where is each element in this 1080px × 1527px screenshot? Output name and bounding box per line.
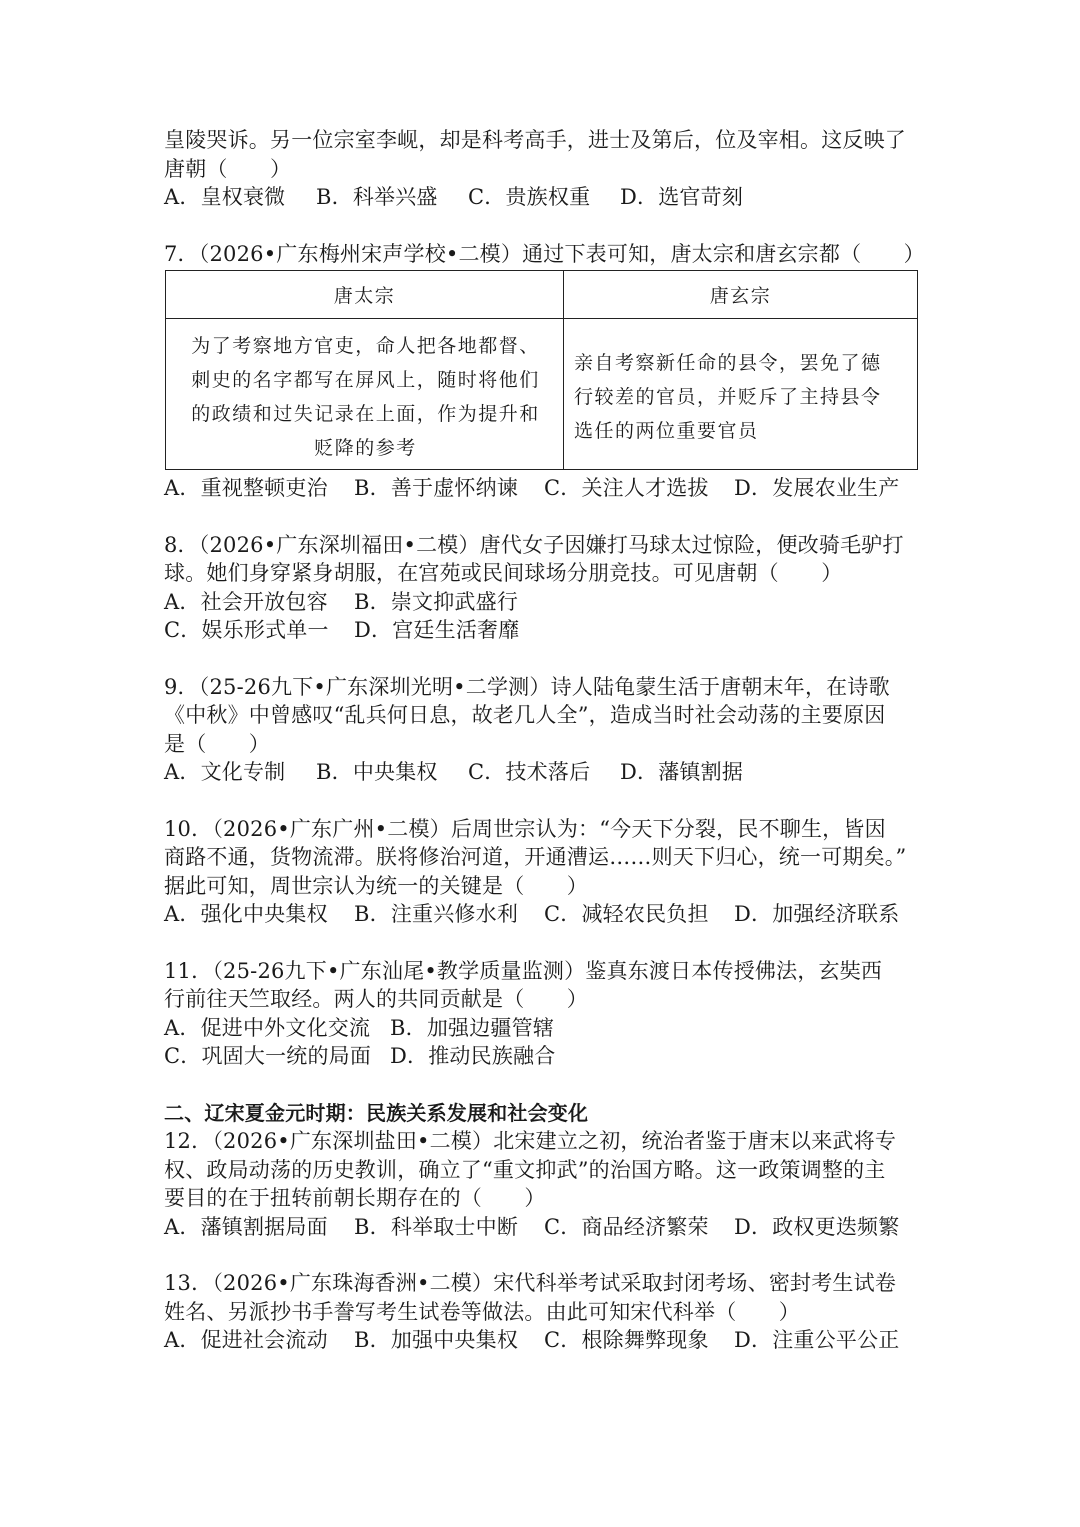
answer-options [164,1014,920,1043]
answer-options [164,588,920,617]
question-9 [164,673,920,787]
option-b: B．中央集权 [316,760,438,784]
option-d: D．政权更迭频繁 [734,1214,900,1239]
option-a: A．促进中外文化交流 [164,1015,371,1040]
cell-text-line: 选任的两位重要官员 [574,420,759,442]
answer-options [164,758,920,787]
question-text-line: 11．（25-26九下•广东汕尾•教学质量监测）鉴真东渡日本传授佛法，玄奘西 [164,958,883,983]
option-c: C．巩固大一统的局面 [164,1044,372,1068]
cell-text-line: 刺史的名字都写在屏风上，随时将他们 [191,369,540,391]
answer-options [164,900,920,929]
question-text-line: 《中秋》中曾感叹“乱兵何日息，故老几人全”，造成当时社会动荡的主要原因 [164,703,886,727]
option-a: A．皇权衰微 [164,185,286,209]
question-10 [164,815,920,929]
question-text-line: 行前往天竺取经。两人的共同贡献是（ ） [164,987,588,1011]
question-text-line: 是（ ） [164,731,270,756]
option-a: A．促进社会流动 [164,1328,328,1352]
question-8 [164,531,920,645]
cell-text-line: 亲自考察新任命的县令，罢免了德 [574,352,882,374]
option-d: D．选官苛刻 [620,185,744,209]
option-d: D．发展农业生产 [734,476,900,500]
option-a: A．文化专制 [164,760,286,784]
question-7 [164,240,925,503]
cell-text-line: 行较差的官员，并贬斥了主持县令 [574,386,882,408]
answer-options [164,1042,920,1071]
question-text-line: 8．（2026•广东深圳福田•二模）唐代女子因嫌打马球太过惊险，便改骑毛驴打 [164,532,904,557]
option-a: A．藩镇割据局面 [164,1214,328,1239]
option-d: D．藩镇割据 [620,760,744,784]
question-text-line: 权、政局动荡的历史教训，确立了“重文抑武”的治国方略。这一政策调整的主 [164,1157,886,1182]
cell-text-line: 贬降的参考 [314,437,417,459]
answer-options [164,474,920,503]
option-a: A．强化中央集权 [164,902,328,926]
question-text-line: 9．（25-26九下•广东深圳光明•二学测）诗人陆龟蒙生活于唐朝末年，在诗歌 [164,674,890,699]
cell-text-line: 的政绩和过失记录在上面，作为提升和 [191,403,540,425]
option-c: C．商品经济繁荣 [544,1214,709,1239]
table-cell-taizong [166,319,564,470]
cell-text-line: 为了考察地方官吏，命人把各地都督、 [191,335,540,357]
option-a: A．社会开放包容 [164,589,328,614]
question-text-line: 13．（2026•广东珠海香洲•二模）宋代科举考试采取封闭考场、密封考生试卷 [164,1271,897,1295]
answer-options [164,1213,920,1242]
option-d: D．推动民族融合 [390,1044,556,1068]
question-text-line: 据此可知，周世宗认为统一的关键是（ ） [164,873,588,898]
option-b: B．注重兴修水利 [354,902,519,926]
option-c: C．关注人才选拔 [544,476,709,500]
question-text-line: 唐朝（ ） [164,156,292,181]
option-b: B．善于虚怀纳谏 [354,476,519,500]
table-cell-xuanzong [564,319,918,470]
answer-options [164,183,920,212]
question-11 [164,957,920,1071]
option-d: D．加强经济联系 [734,902,900,926]
option-c: C．减轻农民负担 [544,902,709,926]
option-b: B．加强边疆管辖 [390,1015,555,1040]
question-text-line: 10．（2026•广东广州•二模）后周世宗认为：“今天下分裂，民不聊生，皆因 [164,816,886,841]
question-13 [164,1269,920,1355]
comparison-table [165,270,918,470]
option-d: D．宫廷生活奢靡 [354,618,520,642]
option-b: B．科举兴盛 [316,185,438,209]
table-header-xuanzong: 唐玄宗 [564,271,918,319]
question-6 [164,126,920,212]
option-b: B．科举取士中断 [354,1214,519,1239]
question-text-line: 姓名、另派抄书手誊写考生试卷等做法。由此可知宋代科举（ ） [164,1299,800,1324]
option-b: B．加强中央集权 [354,1328,519,1352]
table-header-taizong: 唐太宗 [166,271,564,319]
option-c: C．贵族权重 [468,185,591,209]
option-c: C．技术落后 [468,760,591,784]
question-stem: 7．（2026•广东梅州宋声学校•二模）通过下表可知，唐太宗和唐玄宗都（ ） [164,241,925,266]
option-a: A．重视整顿吏治 [164,476,328,500]
question-12 [164,1127,920,1241]
question-text-line: 商路不通，货物流滞。朕将修治河道，开通漕运……则天下归心，统一可期矣。” [164,845,907,869]
option-c: C．根除舞弊现象 [544,1328,709,1352]
option-c: C．娱乐形式单一 [164,618,329,642]
answer-options [164,616,920,645]
answer-options [164,1326,920,1355]
question-text-line: 球。她们身穿紧身胡服，在宫苑或民间球场分朋竞技。可见唐朝（ ） [164,561,843,585]
question-text-line: 要目的在于扭转前朝长期存在的（ ） [164,1186,546,1210]
option-b: B．崇文抑武盛行 [354,589,519,614]
question-text-line: 12．（2026•广东深圳盐田•二模）北宋建立之初，统治者鉴于唐末以来武将专 [164,1129,897,1153]
question-text-line: 皇陵哭诉。另一位宗室李岘，却是科考高手，进士及第后，位及宰相。这反映了 [164,128,906,152]
exam-page [164,126,925,1355]
section-heading: 二、辽宋夏金元时期：民族关系发展和社会变化 [164,1100,589,1125]
option-d: D．注重公平公正 [734,1328,900,1352]
